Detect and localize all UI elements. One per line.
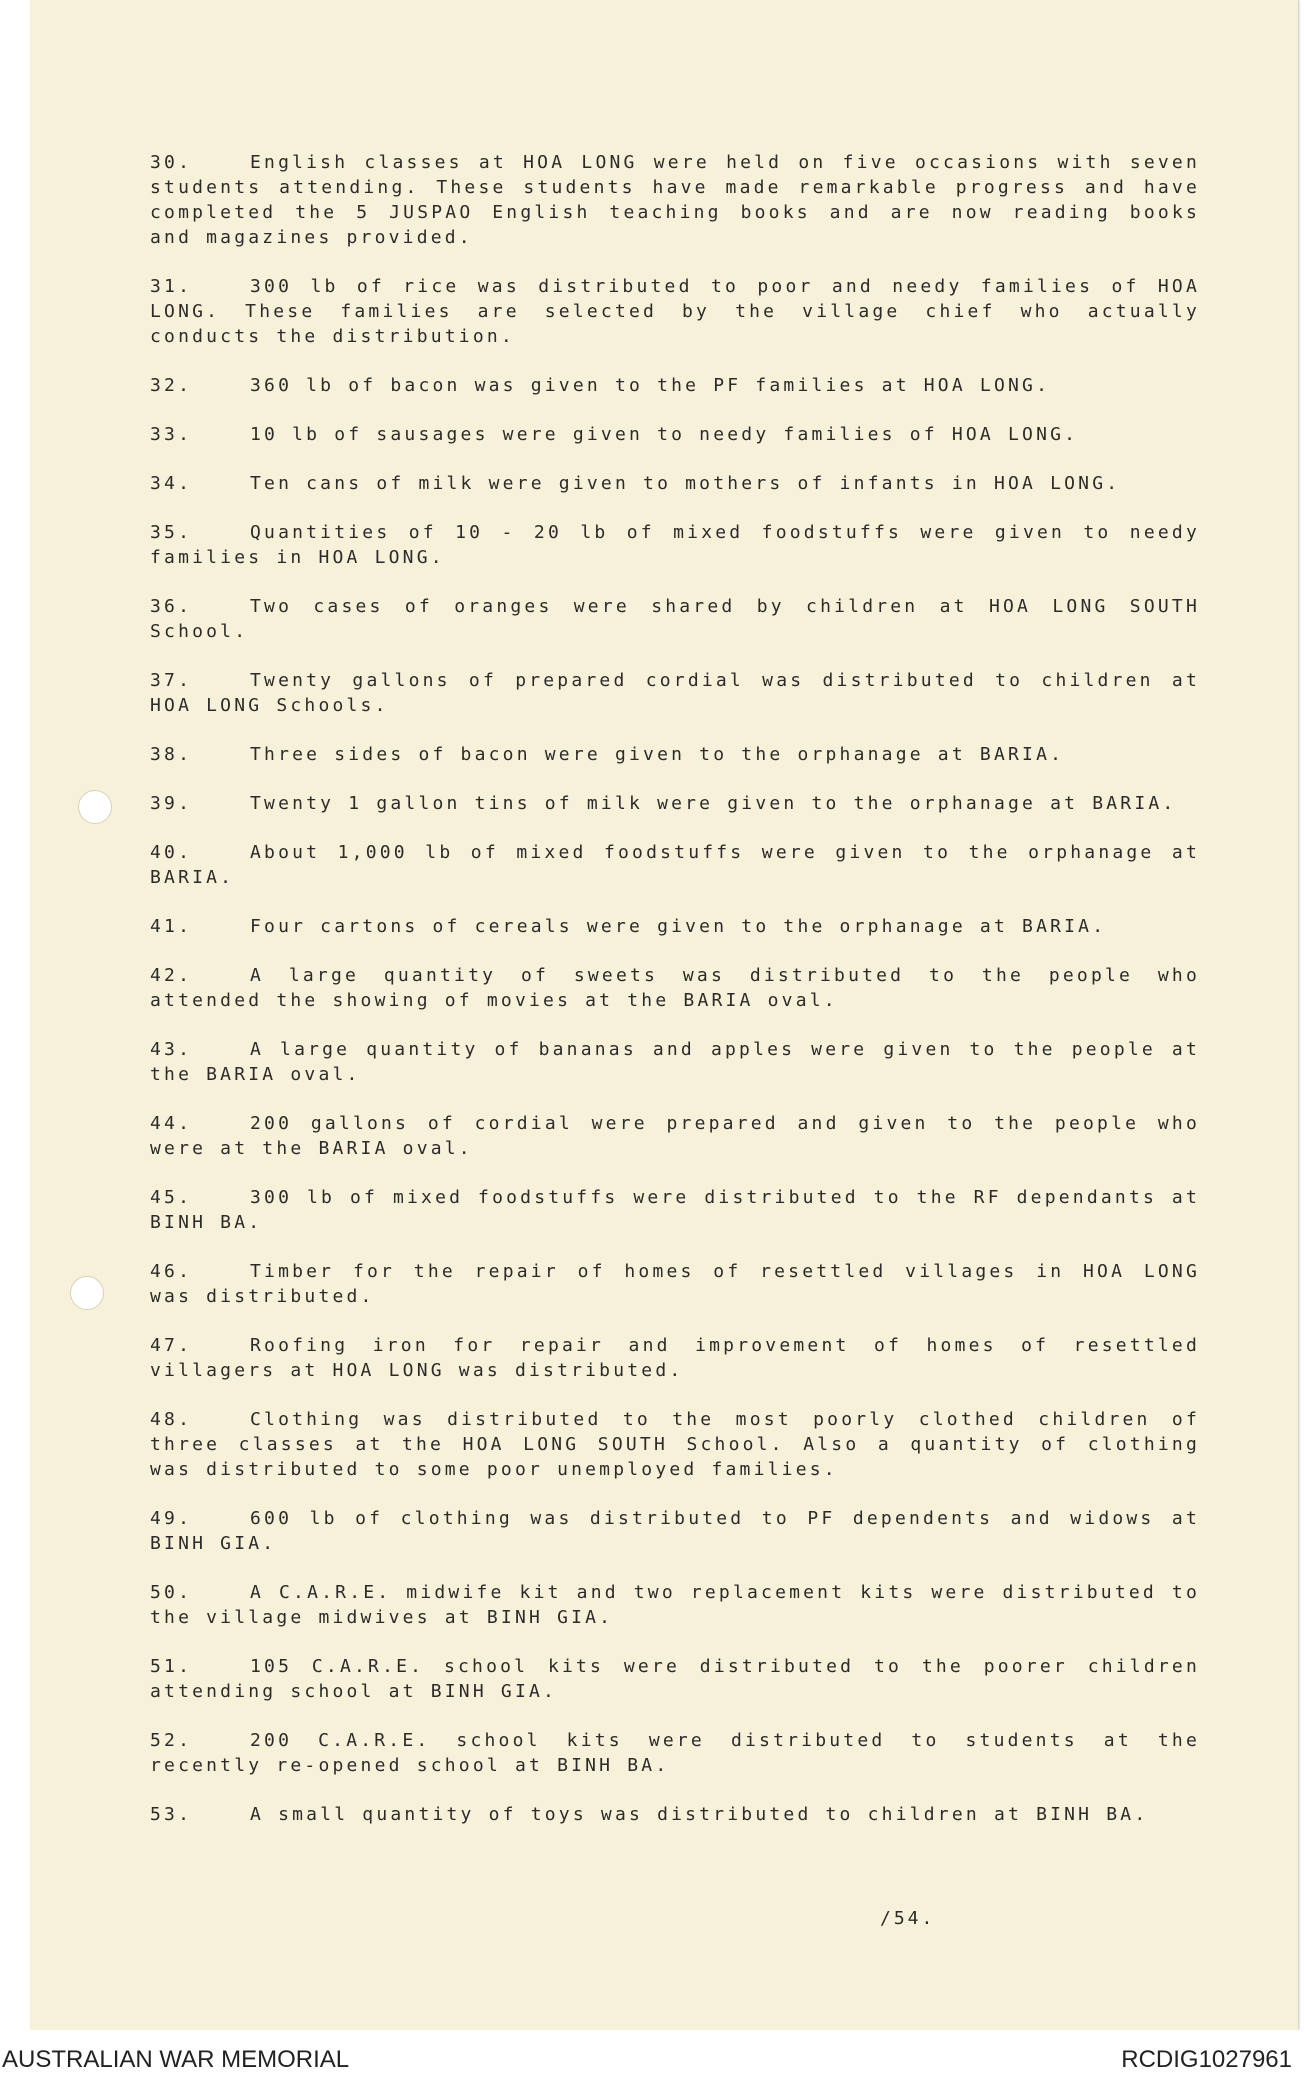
- paragraph: [150, 274, 1200, 349]
- paragraph: [150, 1111, 1200, 1161]
- paragraph: [150, 791, 1200, 816]
- paragraph-text: A large quantity of bananas and apples were given to the people at the BARIA oval.: [150, 1039, 1200, 1085]
- paragraph-number: 33.: [150, 424, 193, 445]
- paragraph-text: Twenty gallons of prepared cordial was distributed to children at HOA LONG Schools.: [150, 670, 1200, 716]
- paragraph-number: 38.: [150, 744, 193, 765]
- paragraph-number: 47.: [150, 1335, 193, 1356]
- paragraph-text: 600 lb of clothing was distributed to PF dependents and widows at BINH GIA.: [150, 1508, 1200, 1554]
- paragraph-number: 42.: [150, 965, 193, 986]
- paragraph-text: 300 lb of rice was distributed to poor and needy families of HOA LONG. These families are selected by the village chief who actually conducts the distribution.: [150, 276, 1200, 347]
- paragraph-text: 200 gallons of cordial were prepared and given to the people who were at the BARIA oval.: [150, 1113, 1200, 1159]
- punch-hole-top: [78, 790, 112, 824]
- paragraph-number: 50.: [150, 1582, 193, 1603]
- paragraph-text: Four cartons of cereals were given to the orphanage at BARIA.: [250, 916, 1107, 937]
- archive-name: AUSTRALIAN WAR MEMORIAL: [2, 2046, 350, 2073]
- paragraph: [150, 150, 1200, 250]
- paragraph-text: Timber for the repair of homes of resettled villages in HOA LONG was distributed.: [150, 1261, 1200, 1307]
- paragraph: [150, 1037, 1200, 1087]
- paragraph-text: A small quantity of toys was distributed to children at BINH BA.: [250, 1804, 1149, 1825]
- paragraph-number: 30.: [150, 152, 193, 173]
- next-page-reference: /54.: [880, 1908, 936, 1929]
- paragraph-number: 45.: [150, 1187, 193, 1208]
- paragraph-number: 35.: [150, 522, 193, 543]
- paragraph: [150, 1185, 1200, 1235]
- paragraph-text: Clothing was distributed to the most poorly clothed children of three classes at the HOA LONG SOUTH School. Also a quantity of clothing was distributed to some poor unemployed families.: [150, 1409, 1200, 1480]
- paragraph-text: 300 lb of mixed foodstuffs were distributed to the RF dependants at BINH BA.: [150, 1187, 1200, 1233]
- paragraph-number: 37.: [150, 670, 193, 691]
- paragraph: [150, 668, 1200, 718]
- paragraph: [150, 520, 1200, 570]
- paragraph-text: English classes at HOA LONG were held on five occasions with seven students attending. These students have made remarkable progress and have completed the 5 JUSPAO English teaching books and are now reading books and magazines provided.: [150, 152, 1200, 248]
- paragraph: [150, 1506, 1200, 1556]
- paragraph: [150, 471, 1200, 496]
- paragraph-text: A large quantity of sweets was distributed to the people who attended the showing of movies at the BARIA oval.: [150, 965, 1200, 1011]
- paragraph: [150, 963, 1200, 1013]
- paragraph-text: Three sides of bacon were given to the orphanage at BARIA.: [250, 744, 1065, 765]
- document-body: [150, 150, 1200, 1851]
- paragraph-number: 41.: [150, 916, 193, 937]
- paragraph: [150, 742, 1200, 767]
- paragraph-number: 48.: [150, 1409, 193, 1430]
- paragraph-text: 105 C.A.R.E. school kits were distributed to the poorer children attending school at BINH GIA.: [150, 1656, 1200, 1702]
- paragraph: [150, 422, 1200, 447]
- paragraph-number: 32.: [150, 375, 193, 396]
- paragraph-text: 200 C.A.R.E. school kits were distributed to students at the recently re-opened school at BINH BA.: [150, 1730, 1200, 1776]
- paragraph-text: Quantities of 10 - 20 lb of mixed foodstuffs were given to needy families in HOA LONG.: [150, 522, 1200, 568]
- paragraph: [150, 1259, 1200, 1309]
- paragraph-number: 53.: [150, 1804, 193, 1825]
- paragraph-text: Two cases of oranges were shared by children at HOA LONG SOUTH School.: [150, 596, 1200, 642]
- archive-id: RCDIG1027961: [1121, 2046, 1292, 2073]
- paragraph: [150, 1407, 1200, 1482]
- punch-hole-bottom: [70, 1276, 104, 1310]
- paragraph: [150, 914, 1200, 939]
- paragraph-number: 49.: [150, 1508, 193, 1529]
- paragraph: [150, 1728, 1200, 1778]
- paragraph: [150, 1580, 1200, 1630]
- paragraph-text: 360 lb of bacon was given to the PF families at HOA LONG.: [250, 375, 1051, 396]
- paragraph-number: 52.: [150, 1730, 193, 1751]
- paragraph: [150, 373, 1200, 398]
- paragraph: [150, 1333, 1200, 1383]
- paragraph-text: Roofing iron for repair and improvement of homes of resettled villagers at HOA LONG was distributed.: [150, 1335, 1200, 1381]
- paragraph-number: 51.: [150, 1656, 193, 1677]
- paragraph-number: 31.: [150, 276, 193, 297]
- paragraph-number: 43.: [150, 1039, 193, 1060]
- paragraph-number: 44.: [150, 1113, 193, 1134]
- paragraph-text: About 1,000 lb of mixed foodstuffs were given to the orphanage at BARIA.: [150, 842, 1200, 888]
- paragraph-number: 34.: [150, 473, 193, 494]
- archive-footer: [0, 2030, 1304, 2082]
- paragraph-text: 10 lb of sausages were given to needy families of HOA LONG.: [250, 424, 1079, 445]
- paragraph-number: 40.: [150, 842, 193, 863]
- paragraph: [150, 594, 1200, 644]
- paragraph-number: 46.: [150, 1261, 193, 1282]
- paragraph: [150, 1654, 1200, 1704]
- paragraph: [150, 840, 1200, 890]
- paragraph-text: Twenty 1 gallon tins of milk were given to the orphanage at BARIA.: [250, 793, 1177, 814]
- paragraph-text: Ten cans of milk were given to mothers of infants in HOA LONG.: [250, 473, 1121, 494]
- paragraph-number: 36.: [150, 596, 193, 617]
- paragraph: [150, 1802, 1200, 1827]
- paragraph-number: 39.: [150, 793, 193, 814]
- paragraph-text: A C.A.R.E. midwife kit and two replacement kits were distributed to the village midwives at BINH GIA.: [150, 1582, 1200, 1628]
